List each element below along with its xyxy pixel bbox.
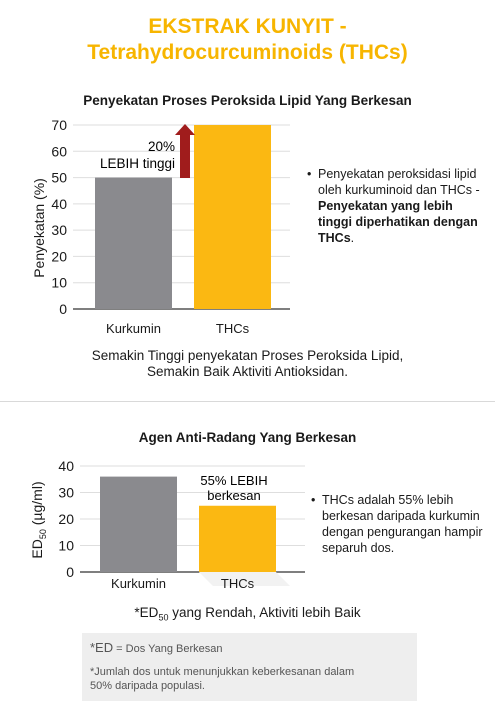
caption-text: yang Rendah, Aktiviti lebih Baik <box>168 605 361 620</box>
chart1-note-end: . <box>350 231 355 245</box>
chart2-annotation-line2: berkesan <box>207 488 261 503</box>
chart2-note-text: THCs adalah 55% lebih berkesan daripada kurkumin dengan pengurangan hampir separuh dos. <box>322 493 483 555</box>
chart2-note <box>311 492 487 556</box>
y-tick-label: 0 <box>59 301 67 317</box>
y-tick-label: 50 <box>51 169 67 186</box>
chart2-caption <box>0 604 495 627</box>
bullet-icon: • <box>307 167 312 181</box>
bullet-icon: • <box>311 493 316 507</box>
chart1-annotation-line1: 20% <box>147 139 175 154</box>
chart1-note-bold: Penyekatan yang lebih tinggi diperhatikan dengan THCs <box>318 199 478 245</box>
y-tick-label: 10 <box>58 537 74 554</box>
chart2-ylabel: $ED_{50}$ (µg/ml) <box>29 481 48 559</box>
footnote-box <box>82 633 417 701</box>
y-tick-label: 40 <box>58 458 74 474</box>
y-tick-label: 70 <box>51 117 67 133</box>
y-tick-label: 10 <box>51 274 67 291</box>
footnote-ed <box>90 641 222 656</box>
chart1-title: Penyekatan Proses Peroksida Lipid Yang Berkesan <box>83 93 412 108</box>
main-title-line2: Tetrahydrocurcuminoids (THCs) <box>87 41 408 64</box>
chart2-title: Agen Anti-Radang Yang Berkesan <box>138 430 357 445</box>
footnote-ed-def: = Dos Yang Berkesan <box>113 643 223 655</box>
chart1-caption-line2: Semakin Baik Aktiviti Antioksidan. <box>146 364 349 379</box>
y-tick-label: 30 <box>51 222 67 239</box>
footnote-ed-star: *ED <box>90 640 114 655</box>
bar-thcs <box>199 506 276 572</box>
chart1-annotation-line2: LEBIH tinggi <box>99 156 175 171</box>
y-tick-label: 20 <box>51 248 67 265</box>
footnote-line3: 50% daripada populasi. <box>90 680 205 692</box>
chart2-category-label: Kurkumin <box>111 576 166 591</box>
chart1-ylabel: Penyekatan (%) <box>31 178 47 278</box>
bar-kurkumin <box>100 477 177 572</box>
chart1-category-label: THCs <box>215 321 250 336</box>
chart2-category-label: THCs <box>220 576 255 591</box>
chart1-caption-line1: Semakin Tinggi penyekatan Proses Peroksida Lipid, <box>91 348 404 363</box>
y-tick-label: 30 <box>58 484 74 501</box>
chart1-note-text: Penyekatan peroksidasi lipid oleh kurkuminoid dan THCs - <box>318 167 480 197</box>
caption-ed-sub: 50 <box>158 612 169 623</box>
caption-ed: *ED <box>134 605 159 620</box>
y-tick-label: 40 <box>51 195 67 212</box>
main-title-line1: EKSTRAK KUNYIT - <box>148 15 347 38</box>
chart1-category-label: Kurkumin <box>106 321 161 336</box>
chart2-annotation-line1: 55% LEBIH <box>200 473 268 488</box>
footnote-line2: *Jumlah dos untuk menunjukkan keberkesanan dalam <box>90 666 355 678</box>
y-tick-label: 20 <box>58 511 74 527</box>
y-tick-label: 0 <box>66 564 74 580</box>
y-tick-label: 60 <box>51 143 67 160</box>
